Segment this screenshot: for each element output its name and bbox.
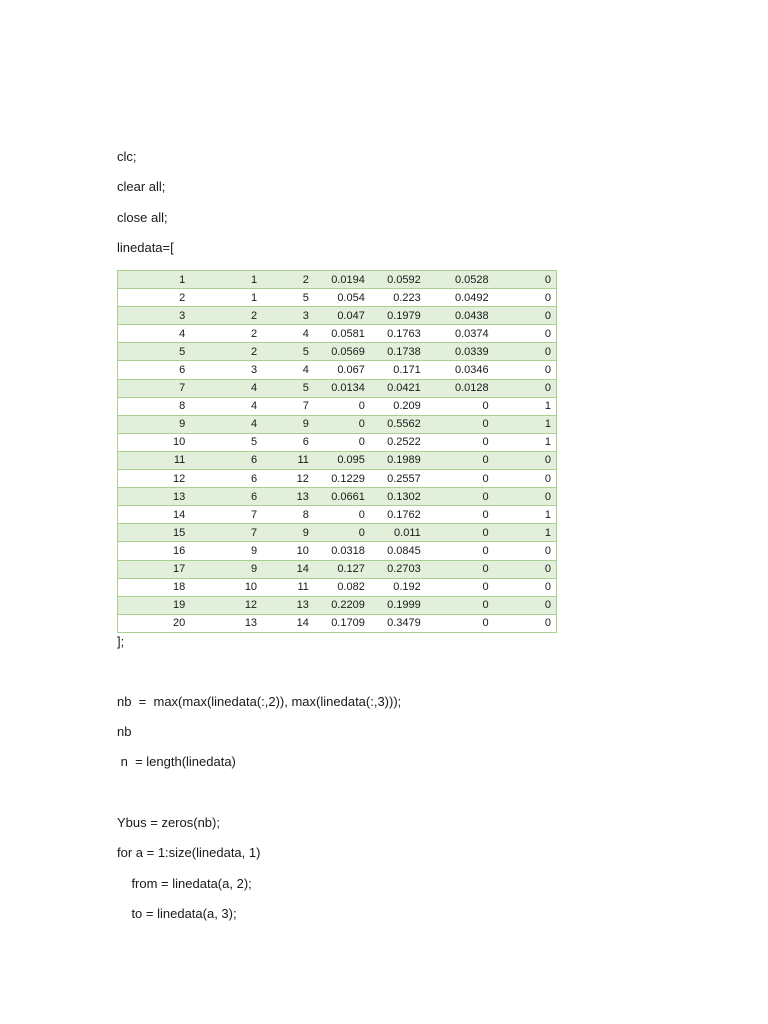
table-cell: 0.047 xyxy=(314,307,370,325)
table-cell: 0.0492 xyxy=(426,289,494,307)
table-cell: 0 xyxy=(494,596,557,614)
table-cell: 17 xyxy=(118,560,191,578)
table-cell: 16 xyxy=(118,542,191,560)
table-cell: 13 xyxy=(190,614,262,632)
table-cell: 0.0421 xyxy=(370,379,426,397)
table-cell: 0.011 xyxy=(370,524,426,542)
code-line-clc: clc; xyxy=(117,149,137,164)
table-row xyxy=(118,361,557,379)
table-cell: 0.0661 xyxy=(314,488,370,506)
table-row xyxy=(118,325,557,343)
table-cell: 12 xyxy=(118,470,191,488)
table-cell: 0.171 xyxy=(370,361,426,379)
table-cell: 0.1229 xyxy=(314,470,370,488)
table-cell: 12 xyxy=(190,596,262,614)
table-cell: 15 xyxy=(118,524,191,542)
table-cell: 0 xyxy=(426,542,494,560)
table-cell: 8 xyxy=(118,397,191,415)
table-cell: 0 xyxy=(426,470,494,488)
table-cell: 0 xyxy=(494,451,557,469)
table-cell: 1 xyxy=(190,289,262,307)
table-cell: 1 xyxy=(190,271,262,289)
table-cell: 0 xyxy=(426,433,494,451)
table-cell: 0.1302 xyxy=(370,488,426,506)
table-cell: 1 xyxy=(494,524,557,542)
table-cell: 1 xyxy=(494,397,557,415)
code-line-linedata-open: linedata=[ xyxy=(117,240,174,255)
table-cell: 0.095 xyxy=(314,451,370,469)
table-cell: 8 xyxy=(262,506,314,524)
table-row xyxy=(118,397,557,415)
table-cell: 0 xyxy=(314,524,370,542)
table-cell: 4 xyxy=(262,325,314,343)
table-row xyxy=(118,271,557,289)
table-cell: 5 xyxy=(190,433,262,451)
table-cell: 0 xyxy=(426,415,494,433)
table-cell: 18 xyxy=(118,578,191,596)
table-row xyxy=(118,524,557,542)
table-cell: 5 xyxy=(262,289,314,307)
table-row xyxy=(118,542,557,560)
table-cell: 1 xyxy=(118,271,191,289)
code-line-nb: nb xyxy=(117,724,132,739)
table-cell: 0.0581 xyxy=(314,325,370,343)
table-cell: 0.2522 xyxy=(370,433,426,451)
table-cell: 0 xyxy=(494,343,557,361)
table-row xyxy=(118,596,557,614)
table-row xyxy=(118,506,557,524)
table-cell: 7 xyxy=(190,506,262,524)
table-cell: 0 xyxy=(494,289,557,307)
table-cell: 0.0194 xyxy=(314,271,370,289)
table-cell: 0 xyxy=(314,415,370,433)
table-cell: 5 xyxy=(262,343,314,361)
table-cell: 0 xyxy=(494,470,557,488)
table-cell: 7 xyxy=(118,379,191,397)
table-cell: 12 xyxy=(262,470,314,488)
table-cell: 0.0592 xyxy=(370,271,426,289)
table-cell: 0.1989 xyxy=(370,451,426,469)
table-cell: 0 xyxy=(426,524,494,542)
table-cell: 2 xyxy=(190,325,262,343)
table-row xyxy=(118,379,557,397)
table-cell: 5 xyxy=(118,343,191,361)
linedata-table xyxy=(117,270,557,633)
table-cell: 13 xyxy=(262,488,314,506)
table-row xyxy=(118,578,557,596)
table-cell: 0.0339 xyxy=(426,343,494,361)
table-cell: 0 xyxy=(494,560,557,578)
table-cell: 0.067 xyxy=(314,361,370,379)
table-cell: 0.2703 xyxy=(370,560,426,578)
table-row xyxy=(118,451,557,469)
table-cell: 13 xyxy=(262,596,314,614)
table-cell: 0 xyxy=(494,361,557,379)
table-cell: 0.0438 xyxy=(426,307,494,325)
table-cell: 0.054 xyxy=(314,289,370,307)
table-row xyxy=(118,560,557,578)
table-row xyxy=(118,307,557,325)
table-cell: 3 xyxy=(118,307,191,325)
table-cell: 0 xyxy=(426,488,494,506)
table-cell: 4 xyxy=(190,415,262,433)
table-cell: 0 xyxy=(426,397,494,415)
table-cell: 0 xyxy=(494,488,557,506)
table-cell: 0.0845 xyxy=(370,542,426,560)
table-cell: 6 xyxy=(190,470,262,488)
table-cell: 0 xyxy=(494,379,557,397)
table-cell: 7 xyxy=(262,397,314,415)
table-cell: 2 xyxy=(262,271,314,289)
table-cell: 6 xyxy=(190,488,262,506)
table-cell: 0 xyxy=(494,325,557,343)
table-cell: 4 xyxy=(190,379,262,397)
table-cell: 0.082 xyxy=(314,578,370,596)
table-cell: 10 xyxy=(262,542,314,560)
code-line-to: to = linedata(a, 3); xyxy=(117,906,237,921)
table-cell: 0 xyxy=(426,506,494,524)
table-cell: 6 xyxy=(190,451,262,469)
table-cell: 0.1762 xyxy=(370,506,426,524)
table-cell: 11 xyxy=(262,578,314,596)
table-row xyxy=(118,614,557,632)
table-cell: 0.5562 xyxy=(370,415,426,433)
table-cell: 0.1738 xyxy=(370,343,426,361)
table-cell: 0 xyxy=(314,506,370,524)
table-cell: 20 xyxy=(118,614,191,632)
table-cell: 10 xyxy=(190,578,262,596)
table-cell: 6 xyxy=(118,361,191,379)
table-cell: 9 xyxy=(262,415,314,433)
code-line-close-all: close all; xyxy=(117,210,168,225)
table-cell: 4 xyxy=(262,361,314,379)
code-line-from: from = linedata(a, 2); xyxy=(117,876,252,891)
table-cell: 9 xyxy=(118,415,191,433)
code-line-linedata-close: ]; xyxy=(117,634,125,649)
table-cell: 0 xyxy=(426,596,494,614)
table-cell: 0 xyxy=(494,542,557,560)
table-cell: 0.209 xyxy=(370,397,426,415)
code-line-nb-assign: nb = max(max(linedata(:,2)), max(linedata(:,3))); xyxy=(117,694,402,709)
table-cell: 3 xyxy=(190,361,262,379)
table-cell: 0 xyxy=(314,397,370,415)
table-cell: 2 xyxy=(118,289,191,307)
table-cell: 0.1709 xyxy=(314,614,370,632)
table-cell: 1 xyxy=(494,506,557,524)
table-cell: 0 xyxy=(426,578,494,596)
table-cell: 0.0318 xyxy=(314,542,370,560)
table-cell: 0 xyxy=(426,451,494,469)
code-line-for-loop: for a = 1:size(linedata, 1) xyxy=(117,845,261,860)
table-cell: 9 xyxy=(262,524,314,542)
table-cell: 0.2209 xyxy=(314,596,370,614)
table-cell: 3 xyxy=(262,307,314,325)
table-row xyxy=(118,415,557,433)
table-cell: 1 xyxy=(494,433,557,451)
table-cell: 14 xyxy=(262,560,314,578)
table-cell: 0 xyxy=(494,614,557,632)
table-cell: 0.1999 xyxy=(370,596,426,614)
table-cell: 0 xyxy=(426,614,494,632)
table-cell: 0 xyxy=(494,307,557,325)
table-cell: 0.192 xyxy=(370,578,426,596)
table-cell: 14 xyxy=(118,506,191,524)
table-cell: 0.0128 xyxy=(426,379,494,397)
table-cell: 9 xyxy=(190,542,262,560)
table-row xyxy=(118,470,557,488)
table-cell: 0.2557 xyxy=(370,470,426,488)
table-cell: 14 xyxy=(262,614,314,632)
table-cell: 10 xyxy=(118,433,191,451)
table-cell: 0.0134 xyxy=(314,379,370,397)
table-cell: 4 xyxy=(190,397,262,415)
table-cell: 2 xyxy=(190,343,262,361)
code-line-ybus-zeros: Ybus = zeros(nb); xyxy=(117,815,220,830)
code-line-clear-all: clear all; xyxy=(117,179,166,194)
table-cell: 0.1979 xyxy=(370,307,426,325)
table-cell: 0 xyxy=(426,560,494,578)
table-cell: 11 xyxy=(262,451,314,469)
table-cell: 2 xyxy=(190,307,262,325)
table-cell: 6 xyxy=(262,433,314,451)
table-cell: 0.0374 xyxy=(426,325,494,343)
table-row xyxy=(118,488,557,506)
table-cell: 0 xyxy=(494,578,557,596)
table-cell: 0 xyxy=(494,271,557,289)
table-cell: 0.3479 xyxy=(370,614,426,632)
table-cell: 19 xyxy=(118,596,191,614)
table-cell: 0.127 xyxy=(314,560,370,578)
table-row xyxy=(118,343,557,361)
table-cell: 0.0528 xyxy=(426,271,494,289)
table-cell: 1 xyxy=(494,415,557,433)
table-cell: 9 xyxy=(190,560,262,578)
table-row xyxy=(118,289,557,307)
table-cell: 0.223 xyxy=(370,289,426,307)
table-cell: 13 xyxy=(118,488,191,506)
table-cell: 0.0569 xyxy=(314,343,370,361)
table-cell: 5 xyxy=(262,379,314,397)
table-cell: 0.1763 xyxy=(370,325,426,343)
code-line-n-length: n = length(linedata) xyxy=(117,754,236,769)
table-row xyxy=(118,433,557,451)
table-cell: 7 xyxy=(190,524,262,542)
table-cell: 4 xyxy=(118,325,191,343)
table-cell: 0.0346 xyxy=(426,361,494,379)
table-cell: 11 xyxy=(118,451,191,469)
table-cell: 0 xyxy=(314,433,370,451)
